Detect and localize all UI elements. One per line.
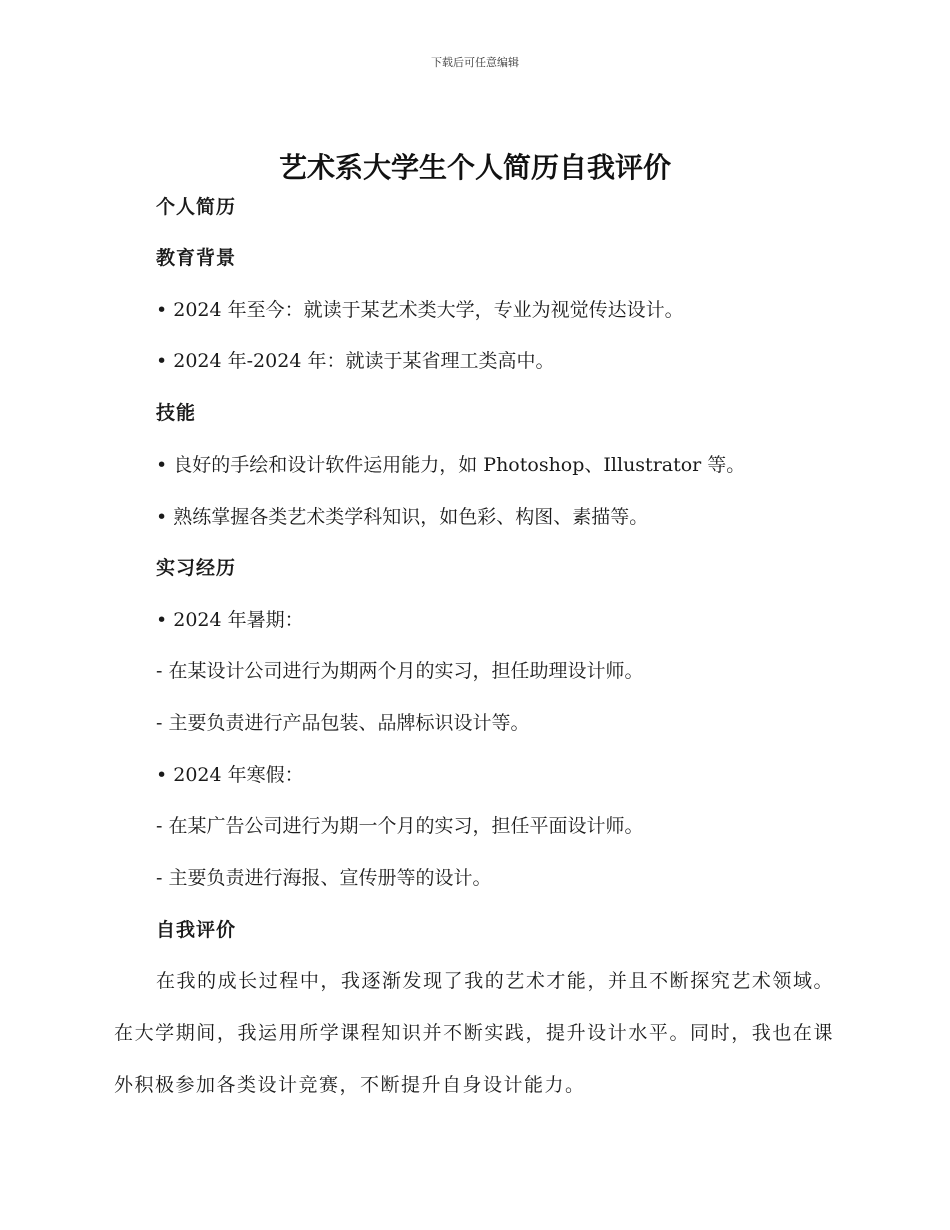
resume-heading: 个人简历 [156, 196, 237, 218]
internship-summer-label: • 2024 年暑期： [156, 609, 304, 631]
education-heading: 教育背景 [156, 247, 237, 269]
self-evaluation-paragraph: 在我的成长过程中，我逐渐发现了我的艺术才能，并且不断探究艺术领域。在大学期间，我运用所学课程知识并不断实践，提升设计水平。同时，我也在课外积极参加各类设计竞赛，不断提升自身设计能力。 [114, 970, 834, 1096]
skills-item-1: • 良好的手绘和设计软件运用能力，如 Photoshop、Illustrator 等。 [156, 454, 746, 476]
skills-heading: 技能 [156, 402, 197, 424]
internship-summer-item-2: - 主要负责进行产品包装、品牌标识设计等。 [156, 712, 530, 734]
header-note: 下载后可任意编辑 [431, 56, 519, 69]
internship-winter-item-1: - 在某广告公司进行为期一个月的实习，担任平面设计师。 [156, 815, 644, 837]
self-evaluation-heading: 自我评价 [156, 919, 237, 941]
skills-item-2: • 熟练掌握各类艺术类学科知识，如色彩、构图、素描等。 [156, 506, 649, 528]
education-item-2: • 2024 年-2024 年：就读于某省理工类高中。 [156, 350, 555, 372]
internship-winter-label: • 2024 年寒假： [156, 764, 304, 786]
page-title: 艺术系大学生个人简历自我评价 [278, 151, 671, 184]
internship-summer-item-1: - 在某设计公司进行为期两个月的实习，担任助理设计师。 [156, 660, 644, 682]
internship-heading: 实习经历 [156, 557, 237, 579]
education-item-1: • 2024 年至今：就读于某艺术类大学，专业为视觉传达设计。 [156, 299, 684, 321]
internship-winter-item-2: - 主要负责进行海报、宣传册等的设计。 [156, 867, 492, 889]
